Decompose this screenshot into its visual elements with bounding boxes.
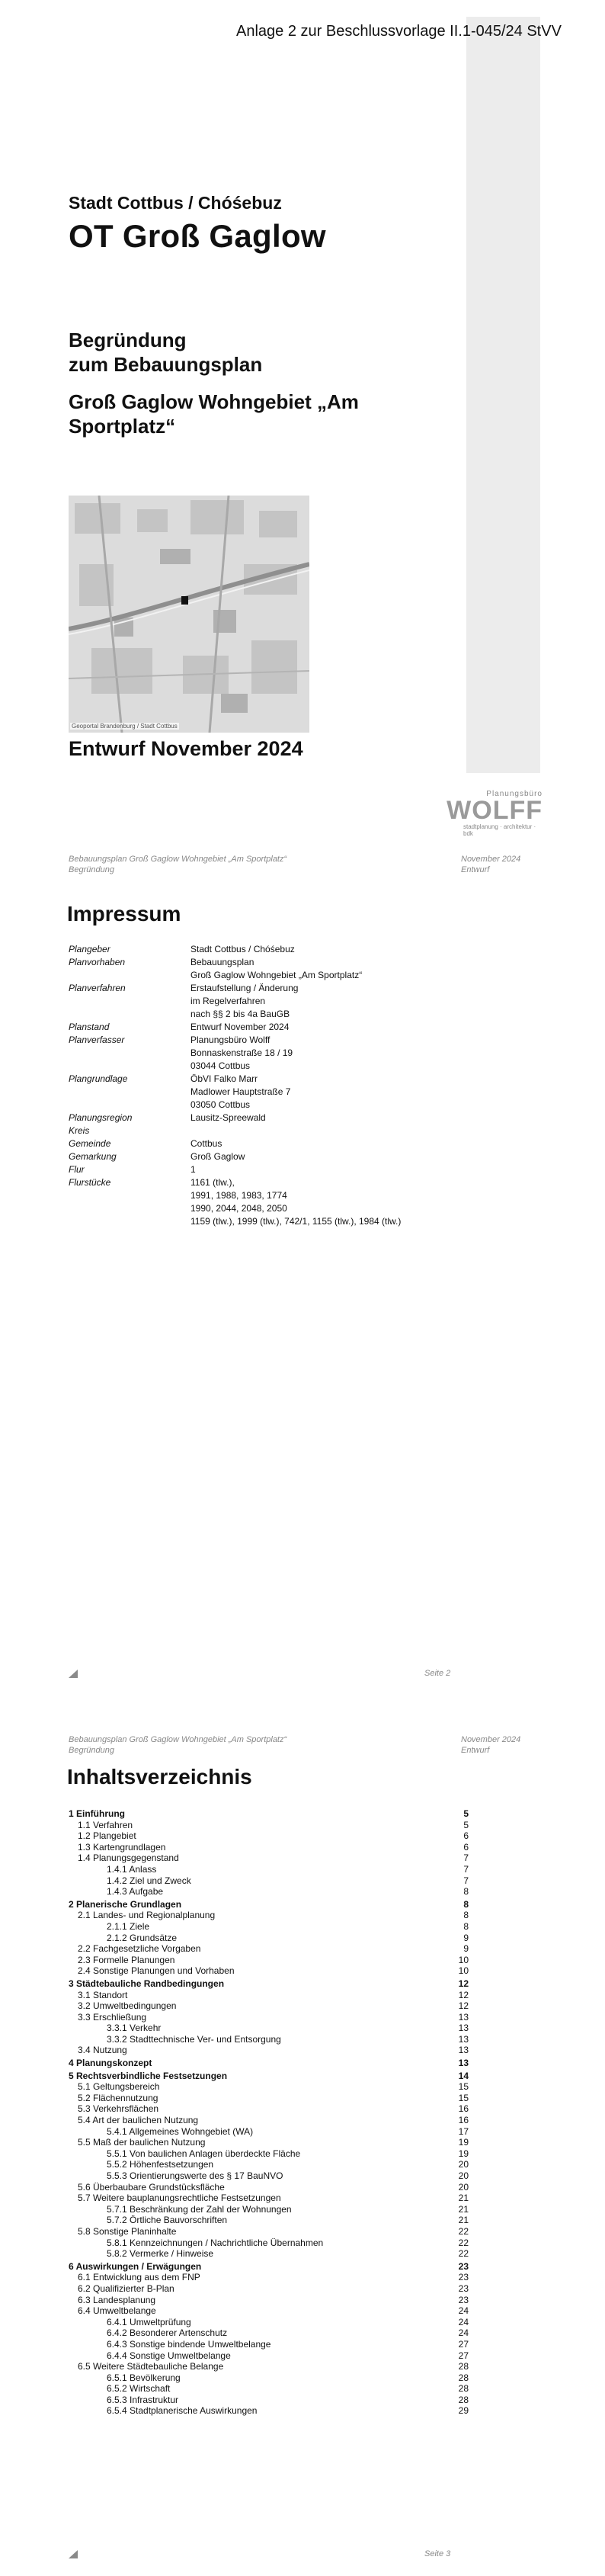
toc-entry-text: 5.6 Überbaubare Grundstücksfläche — [78, 2181, 225, 2193]
toc-entry-page: 13 — [458, 2045, 469, 2056]
toc-entry-text: 6.5.2 Wirtschaft — [107, 2383, 171, 2395]
toc-entry-page: 8 — [463, 1920, 469, 1932]
toc-entry-page: 20 — [458, 2181, 469, 2193]
toc-entry-text: 1.4.2 Ziel und Zweck — [107, 1875, 191, 1886]
toc-entry-text: 6.5 Weitere Städtebauliche Belange — [78, 2361, 224, 2372]
toc-entry[interactable] — [69, 1910, 469, 1921]
toc-entry[interactable] — [69, 1921, 469, 1933]
toc-entry-text: 1.4.3 Aufgabe — [107, 1886, 164, 1898]
toc-entry[interactable] — [69, 2272, 469, 2283]
toc-entry-page: 28 — [458, 2394, 469, 2405]
impressum-row — [69, 1124, 465, 1137]
toc-entry-page: 5 — [463, 1819, 469, 1830]
impressum-row — [69, 1034, 465, 1047]
toc-entry-text: 5.3 Verkehrsflächen — [78, 2103, 159, 2115]
toc-entry-page: 23 — [458, 2260, 469, 2272]
page-corner-icon — [69, 1670, 78, 1678]
toc-entry[interactable] — [69, 2115, 469, 2126]
toc-entry-page: 10 — [458, 1954, 469, 1965]
toc-entry-text: 1.4 Planungsgegenstand — [78, 1853, 179, 1864]
toc-entry-text: 1 Einführung — [69, 1808, 125, 1819]
impressum-row — [69, 1202, 465, 1215]
toc-entry[interactable] — [69, 2361, 469, 2372]
impressum-table — [69, 943, 465, 1228]
toc-entry-page: 7 — [463, 1853, 469, 1864]
toc-entry[interactable] — [69, 1853, 469, 1864]
impressum-value: Bonnaskenstraße 18 / 19 — [190, 1047, 293, 1058]
impressum-value: nach §§ 2 bis 4a BauGB — [190, 1009, 290, 1019]
impressum-label — [69, 1189, 190, 1202]
toc-entry-page: 15 — [458, 2092, 469, 2103]
toc-entry-page: 13 — [458, 2058, 469, 2069]
impressum-row — [69, 1137, 465, 1150]
toc-entry-text: 5 Rechtsverbindliche Festsetzungen — [69, 2070, 228, 2081]
running-header-right — [461, 854, 520, 875]
cover-status: Entwurf November 2024 — [69, 737, 303, 760]
impressum-label: Kreis — [69, 1125, 90, 1136]
toc-entry-text: 3.3.1 Verkehr — [107, 2023, 162, 2034]
toc-entry-page: 8 — [463, 1898, 469, 1910]
impressum-value: Planungsbüro Wolff — [190, 1035, 270, 1045]
toc-entry-page: 7 — [463, 1875, 469, 1886]
toc-entry-page: 10 — [458, 1965, 469, 1977]
toc-entry-page: 13 — [458, 2011, 469, 2023]
impressum-label — [69, 1215, 190, 1228]
toc-entry[interactable] — [69, 2034, 469, 2045]
toc-entry-text: 5.8.1 Kennzeichnungen / Nachrichtliche Übernahmen — [107, 2237, 324, 2248]
toc-entry[interactable] — [69, 1830, 469, 1842]
toc-entry-text: 6.5.3 Infrastruktur — [107, 2394, 179, 2405]
toc-entry[interactable] — [69, 2193, 469, 2204]
toc-entry[interactable] — [69, 2405, 469, 2417]
header-status: Entwurf — [461, 1746, 490, 1755]
impressum-label — [69, 969, 190, 982]
impressum-value: Bebauungsplan — [190, 957, 254, 967]
toc-entry-page: 15 — [458, 2081, 469, 2093]
toc-entry-page: 20 — [458, 2159, 469, 2170]
impressum-row — [69, 1086, 465, 1099]
location-map — [69, 496, 309, 733]
header-plan-name: Bebauungsplan Groß Gaglow Wohngebiet „Am Sportplatz“ — [69, 855, 287, 864]
toc-entry-text: 2.3 Formelle Planungen — [78, 1954, 175, 1965]
toc-entry[interactable] — [69, 1943, 469, 1955]
toc-entry-page: 27 — [458, 2338, 469, 2350]
header-doc-type: Begründung — [69, 1746, 114, 1755]
toc-entry-text: 5.5.2 Höhenfestsetzungen — [107, 2159, 214, 2170]
company-logo — [447, 790, 543, 837]
toc-entry-text: 1.4.1 Anlass — [107, 1863, 157, 1875]
toc-entry-text: 5.5.3 Orientierungswerte des § 17 BauNVO — [107, 2170, 283, 2181]
toc-entry-page: 8 — [463, 1886, 469, 1898]
toc-entry-page: 22 — [458, 2237, 469, 2248]
header-doc-type: Begründung — [69, 865, 114, 874]
toc-entry-text: 1.2 Plangebiet — [78, 1830, 136, 1842]
toc-entry[interactable] — [69, 1955, 469, 1966]
impressum-label — [69, 1086, 190, 1099]
impressum-value — [190, 1124, 465, 1137]
impressum-row — [69, 1060, 465, 1073]
toc-entry-page: 28 — [458, 2372, 469, 2383]
impressum-row — [69, 1112, 465, 1124]
toc-entry-page: 28 — [458, 2361, 469, 2372]
toc-entry-text: 2.1.2 Grundsätze — [107, 1932, 178, 1943]
toc-entry[interactable] — [69, 2226, 469, 2238]
impressum-value: Madlower Hauptstraße 7 — [190, 1086, 291, 1097]
toc-entry-page: 13 — [458, 2023, 469, 2034]
location-map-graphic — [69, 496, 309, 733]
toc-entry-page: 17 — [458, 2125, 469, 2137]
toc-entry[interactable] — [69, 2159, 469, 2170]
toc-entry[interactable] — [69, 2327, 469, 2339]
impressum-label: Planverfahren — [69, 983, 126, 993]
toc-entry-text: 1.1 Verfahren — [78, 1819, 133, 1830]
toc-entry[interactable] — [69, 2023, 469, 2034]
impressum-row — [69, 1215, 465, 1228]
toc-entry-text: 6.5.4 Stadtplanerische Auswirkungen — [107, 2405, 258, 2417]
toc-entry-page: 6 — [463, 1830, 469, 1842]
header-date: November 2024 — [461, 855, 521, 864]
toc-entry-text: 2.1.1 Ziele — [107, 1920, 150, 1932]
impressum-label: Planungsregion — [69, 1112, 133, 1123]
impressum-label — [69, 1202, 190, 1215]
toc-entry-text: 6 Auswirkungen / Erwägungen — [69, 2260, 202, 2272]
toc-entry-text: 6.5.1 Bevölkerung — [107, 2372, 181, 2383]
toc-entry-page: 29 — [458, 2405, 469, 2417]
toc-entry[interactable] — [69, 2283, 469, 2295]
impressum-value: 1990, 2044, 2048, 2050 — [190, 1203, 287, 1214]
impressum-row — [69, 1189, 465, 1202]
plan-title: Groß Gaglow Wohngebiet „Am Sportplatz“ — [69, 390, 359, 438]
toc-entry[interactable] — [69, 2261, 469, 2273]
toc-entry-page: 6 — [463, 1841, 469, 1853]
impressum-value: Groß Gaglow — [190, 1151, 245, 1162]
toc-entry[interactable] — [69, 1965, 469, 1977]
toc-entry[interactable] — [69, 2045, 469, 2056]
impressum-value: Entwurf November 2024 — [190, 1022, 290, 1032]
toc-entry-text: 6.1 Entwicklung aus dem FNP — [78, 2272, 200, 2283]
document-type-line1: Begründung — [69, 329, 187, 351]
toc-entry-text: 5.1 Geltungsbereich — [78, 2081, 160, 2093]
toc-entry[interactable] — [69, 2058, 469, 2069]
impressum-row — [69, 1008, 465, 1021]
document-type — [69, 328, 262, 377]
toc-entry-page: 8 — [463, 1910, 469, 1921]
impressum-label — [69, 1008, 190, 1021]
toc-entry[interactable] — [69, 2238, 469, 2249]
toc-entry-text: 6.4.1 Umweltprüfung — [107, 2316, 191, 2327]
toc-title: Inhaltsverzeichnis — [67, 1765, 252, 1788]
toc-entry-text: 3.3 Erschließung — [78, 2011, 147, 2023]
toc-entry[interactable] — [69, 2137, 469, 2148]
toc-entry[interactable] — [69, 2305, 469, 2317]
toc-entry[interactable] — [69, 2215, 469, 2226]
impressum-value: Stadt Cottbus / Chóśebuz — [190, 944, 295, 954]
toc-entry-text: 2.2 Fachgesetzliche Vorgaben — [78, 1943, 201, 1955]
toc-entry-page: 12 — [458, 1978, 469, 1989]
toc-entry-page: 21 — [458, 2203, 469, 2215]
toc-entry[interactable] — [69, 2170, 469, 2182]
toc-entry-text: 6.4.4 Sonstige Umweltbelange — [107, 2350, 231, 2361]
header-date: November 2024 — [461, 1735, 521, 1744]
toc-entry-text: 3.4 Nutzung — [78, 2045, 127, 2056]
toc-entry[interactable] — [69, 2081, 469, 2093]
toc-entry[interactable] — [69, 1899, 469, 1910]
impressum-value: 1 — [190, 1164, 196, 1175]
toc-entry[interactable] — [69, 1864, 469, 1875]
impressum-label: Planstand — [69, 1022, 110, 1032]
toc-entry-text: 6.4.2 Besonderer Artenschutz — [107, 2327, 228, 2339]
toc-entry-text: 5.4 Art der baulichen Nutzung — [78, 2115, 199, 2126]
impressum-label: Gemarkung — [69, 1151, 117, 1162]
toc-entry[interactable] — [69, 2248, 469, 2260]
impressum-row — [69, 1150, 465, 1163]
impressum-label: Flurstücke — [69, 1177, 111, 1188]
toc-entry[interactable] — [69, 1978, 469, 1990]
toc-entry-page: 7 — [463, 1863, 469, 1875]
toc-entry[interactable] — [69, 2317, 469, 2328]
toc-entry-page: 24 — [458, 2305, 469, 2317]
cover-side-band — [466, 17, 540, 773]
toc-entry-page: 16 — [458, 2115, 469, 2126]
district-title: OT Groß Gaglow — [69, 218, 326, 254]
running-header-right — [461, 1734, 520, 1756]
toc-entry-page: 21 — [458, 2215, 469, 2226]
toc-entry-text: 2.4 Sonstige Planungen und Vorhaben — [78, 1965, 235, 1977]
impressum-value: Erstaufstellung / Änderung — [190, 983, 299, 993]
toc-entry-page: 13 — [458, 2033, 469, 2045]
toc-entry[interactable] — [69, 2383, 469, 2395]
logo-sub-text: stadtplanung · architektur · bdk — [463, 823, 536, 837]
toc-entry-page: 22 — [458, 2248, 469, 2260]
impressum-row — [69, 969, 465, 982]
toc-entry-page: 16 — [458, 2103, 469, 2115]
toc-entry-text: 5.5.1 Von baulichen Anlagen überdeckte Fläche — [107, 2148, 301, 2159]
toc-entry-page: 28 — [458, 2383, 469, 2395]
header-status: Entwurf — [461, 865, 490, 874]
impressum-value: 03044 Cottbus — [190, 1060, 251, 1071]
toc-entry[interactable] — [69, 2071, 469, 2082]
impressum-label: Flur — [69, 1164, 85, 1175]
impressum-row — [69, 1047, 465, 1060]
toc-entry[interactable] — [69, 2350, 469, 2362]
toc-entry[interactable] — [69, 1875, 469, 1887]
toc-entry-text: 1.3 Kartengrundlagen — [78, 1841, 166, 1853]
logo-name: WOLFF — [447, 796, 543, 825]
toc-entry-page: 23 — [458, 2294, 469, 2305]
toc-entry-text: 4 Planungskonzept — [69, 2058, 152, 2069]
toc-entry-text: 5.2 Flächennutzung — [78, 2092, 158, 2103]
toc-entry-text: 6.3 Landesplanung — [78, 2294, 156, 2305]
toc-entry[interactable] — [69, 1990, 469, 2001]
toc-entry[interactable] — [69, 2126, 469, 2138]
toc-entry-text: 2 Planerische Grundlagen — [69, 1898, 182, 1910]
toc-entry[interactable] — [69, 2103, 469, 2115]
page-corner-icon — [69, 2550, 78, 2558]
impressum-value: Lausitz-Spreewald — [190, 1112, 266, 1123]
toc-entry-text: 3.1 Standort — [78, 1989, 128, 2000]
running-header-left — [69, 1734, 286, 1756]
toc-entry[interactable] — [69, 2395, 469, 2406]
impressum-label: Gemeinde — [69, 1138, 111, 1149]
table-of-contents — [69, 1807, 469, 2417]
page-number: Seite 3 — [424, 2549, 451, 2558]
toc-entry-text: 5.7.2 Örtliche Bauvorschriften — [107, 2215, 228, 2226]
toc-entry-text: 3 Städtebauliche Randbedingungen — [69, 1978, 225, 1989]
impressum-row — [69, 943, 465, 956]
map-credit: Geoportal Brandenburg / Stadt Cottbus — [72, 723, 178, 730]
toc-entry[interactable] — [69, 1933, 469, 1944]
toc-entry-page: 12 — [458, 1989, 469, 2000]
toc-entry-page: 21 — [458, 2193, 469, 2204]
toc-entry-text: 6.4 Umweltbelange — [78, 2305, 156, 2317]
toc-entry[interactable] — [69, 2182, 469, 2193]
impressum-value: Cottbus — [190, 1138, 222, 1149]
toc-entry-page: 14 — [458, 2070, 469, 2081]
toc-entry[interactable] — [69, 2372, 469, 2384]
toc-entry-page: 23 — [458, 2282, 469, 2294]
toc-entry[interactable] — [69, 2000, 469, 2012]
toc-entry-page: 19 — [458, 2137, 469, 2148]
impressum-row — [69, 1163, 465, 1176]
toc-entry-page: 24 — [458, 2327, 469, 2339]
toc-entry-page: 22 — [458, 2225, 469, 2237]
city-name: Stadt Cottbus / Chóśebuz — [69, 193, 282, 213]
toc-entry-page: 24 — [458, 2316, 469, 2327]
toc-entry-page: 5 — [463, 1808, 469, 1819]
toc-entry[interactable] — [69, 2295, 469, 2306]
attachment-note: Anlage 2 zur Beschlussvorlage II.1-045/24 StVV — [236, 23, 562, 40]
toc-entry-text: 5.7 Weitere bauplanungsrechtliche Festsetzungen — [78, 2193, 281, 2204]
toc-entry-page: 20 — [458, 2170, 469, 2181]
toc-entry-text: 5.4.1 Allgemeines Wohngebiet (WA) — [107, 2125, 254, 2137]
toc-entry-page: 19 — [458, 2148, 469, 2159]
toc-entry[interactable] — [69, 2093, 469, 2104]
toc-entry[interactable] — [69, 1842, 469, 1853]
toc-entry-page: 23 — [458, 2272, 469, 2283]
toc-entry-page: 9 — [463, 1932, 469, 1943]
impressum-row — [69, 1021, 465, 1034]
toc-entry[interactable] — [69, 1808, 469, 1820]
impressum-label — [69, 1047, 190, 1060]
impressum-label: Plangeber — [69, 944, 110, 954]
toc-entry-text: 6.2 Qualifizierter B-Plan — [78, 2282, 174, 2294]
toc-entry-text: 2.1 Landes- und Regionalplanung — [78, 1910, 216, 1921]
toc-entry-text: 6.4.3 Sonstige bindende Umweltbelange — [107, 2338, 271, 2350]
toc-entry-page: 12 — [458, 2000, 469, 2012]
document-type-line2: zum Bebauungsplan — [69, 353, 263, 376]
impressum-label: Planvorhaben — [69, 957, 126, 967]
impressum-label — [69, 995, 190, 1008]
impressum-value: 1161 (tlw.), — [190, 1177, 235, 1188]
toc-entry[interactable] — [69, 2339, 469, 2350]
toc-entry-text: 3.2 Umweltbedingungen — [78, 2000, 177, 2012]
impressum-row — [69, 1176, 465, 1189]
impressum-row — [69, 995, 465, 1008]
impressum-value: 1991, 1988, 1983, 1774 — [190, 1190, 287, 1201]
header-plan-name: Bebauungsplan Groß Gaglow Wohngebiet „Am Sportplatz“ — [69, 1735, 287, 1744]
running-header-left — [69, 854, 286, 875]
toc-entry-text: 5.8.2 Vermerke / Hinweise — [107, 2248, 214, 2260]
toc-entry-text: 3.3.2 Stadttechnische Ver- und Entsorgung — [107, 2033, 281, 2045]
impressum-label — [69, 1099, 190, 1112]
toc-entry-page: 9 — [463, 1943, 469, 1955]
impressum-row — [69, 1073, 465, 1086]
impressum-label — [69, 1060, 190, 1073]
impressum-value: im Regelverfahren — [190, 996, 266, 1006]
toc-entry[interactable] — [69, 2012, 469, 2023]
toc-entry-text: 5.5 Maß der baulichen Nutzung — [78, 2137, 206, 2148]
impressum-row — [69, 956, 465, 969]
toc-entry[interactable] — [69, 1886, 469, 1898]
toc-entry[interactable] — [69, 1820, 469, 1831]
impressum-value: 1159 (tlw.), 1999 (tlw.), 742/1, 1155 (tlw.), 1984 (tlw.) — [190, 1216, 402, 1227]
toc-entry[interactable] — [69, 2148, 469, 2160]
impressum-value: Groß Gaglow Wohngebiet „Am Sportplatz“ — [190, 970, 363, 980]
toc-entry-page: 27 — [458, 2350, 469, 2361]
page-number: Seite 2 — [424, 1669, 451, 1678]
impressum-label: Planverfasser — [69, 1035, 125, 1045]
impressum-value: ÖbVI Falko Marr — [190, 1073, 258, 1084]
toc-entry[interactable] — [69, 2204, 469, 2215]
impressum-title: Impressum — [67, 902, 181, 925]
impressum-value: 03050 Cottbus — [190, 1099, 251, 1110]
logo-top-text: Planungsbüro — [486, 790, 543, 798]
impressum-row — [69, 982, 465, 995]
toc-entry-text: 5.8 Sonstige Planinhalte — [78, 2225, 177, 2237]
impressum-row — [69, 1099, 465, 1112]
plan-area-marker — [181, 596, 188, 605]
toc-entry-text: 5.7.1 Beschränkung der Zahl der Wohnungen — [107, 2203, 292, 2215]
impressum-label: Plangrundlage — [69, 1073, 128, 1084]
